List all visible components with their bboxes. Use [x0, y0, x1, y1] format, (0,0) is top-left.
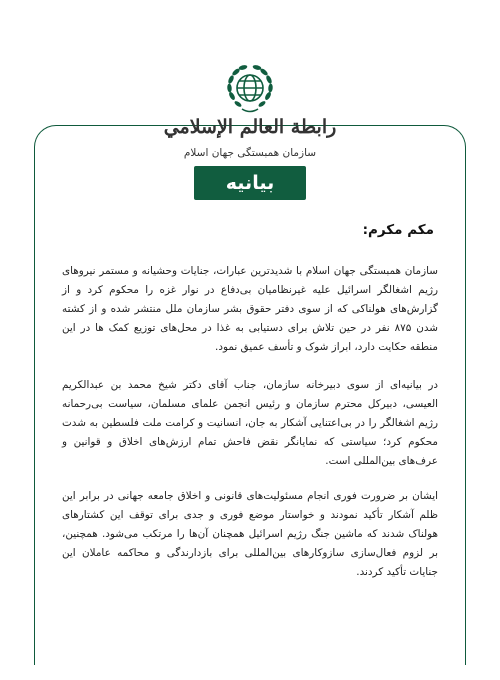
paragraph-2: در بیانیه‌ای از سوی دبیرخانه سازمان، جناب آقای دکتر شیخ محمد بن عبدالکریم العیسی، دبیرکل محترم سازمان و رئیس انجمن علمای مسلمان، سیاست بی‌رحمانه رژیم اشغالگر را در بی‌اعتنایی آشکار به جان، انسانیت و کرامت ملت فلسطین به شدت محکوم کرد؛ سیاستی که نمایانگر نقض فاحش تمام ارزش‌های اخلاق و قوانین و عرف‌های بین‌المللی است. [62, 379, 438, 467]
paragraph-1: سازمان همبستگی جهان اسلام با شدیدترین عبارات، جنایات وحشیانه و مستمر نیروهای رژیم اشغالگر اسرائیل علیه غیرنظامیان بی‌دفاع در نوار غزه را محکوم کرد و از گزارش‌های هولناکی که از سوی دفتر حقوق بشر سازمان ملل منتشر شده و از کشته شدن ۸۷۵ نفر در حین تلاش برای دستیابی به غذا در محل‌های توزیع کمک ها در این منطقه حکایت دارد، ابراز شوک و تأسف عمیق نمود. [62, 265, 438, 353]
statement-badge: بیانیه [194, 166, 306, 200]
org-name-persian: سازمان همبستگی جهان اسلام [183, 147, 317, 159]
salutation: مکم مکرم: [362, 222, 434, 238]
org-name-arabic: رابطة العالم الإسلامي [163, 116, 337, 138]
globe-wreath-emblem-icon [222, 60, 278, 116]
paragraph-3: ایشان بر ضرورت فوری انجام مسئولیت‌های قانونی و اخلاق جامعه جهانی در برابر این ظلم آشکار تأکید نمودند و خواستار موضع فوری و جدی برای توقف این کشتارهای هولناک شدند که ماشین جنگ رژیم اسرائیل همچنان آن‌ها را مرتکب می‌شود. همچنین، بر لزوم فعال‌سازی سازوکارهای بین‌المللی برای بازدارندگی و محاکمه عاملان این جنایات تأکید کردند. [62, 490, 438, 578]
